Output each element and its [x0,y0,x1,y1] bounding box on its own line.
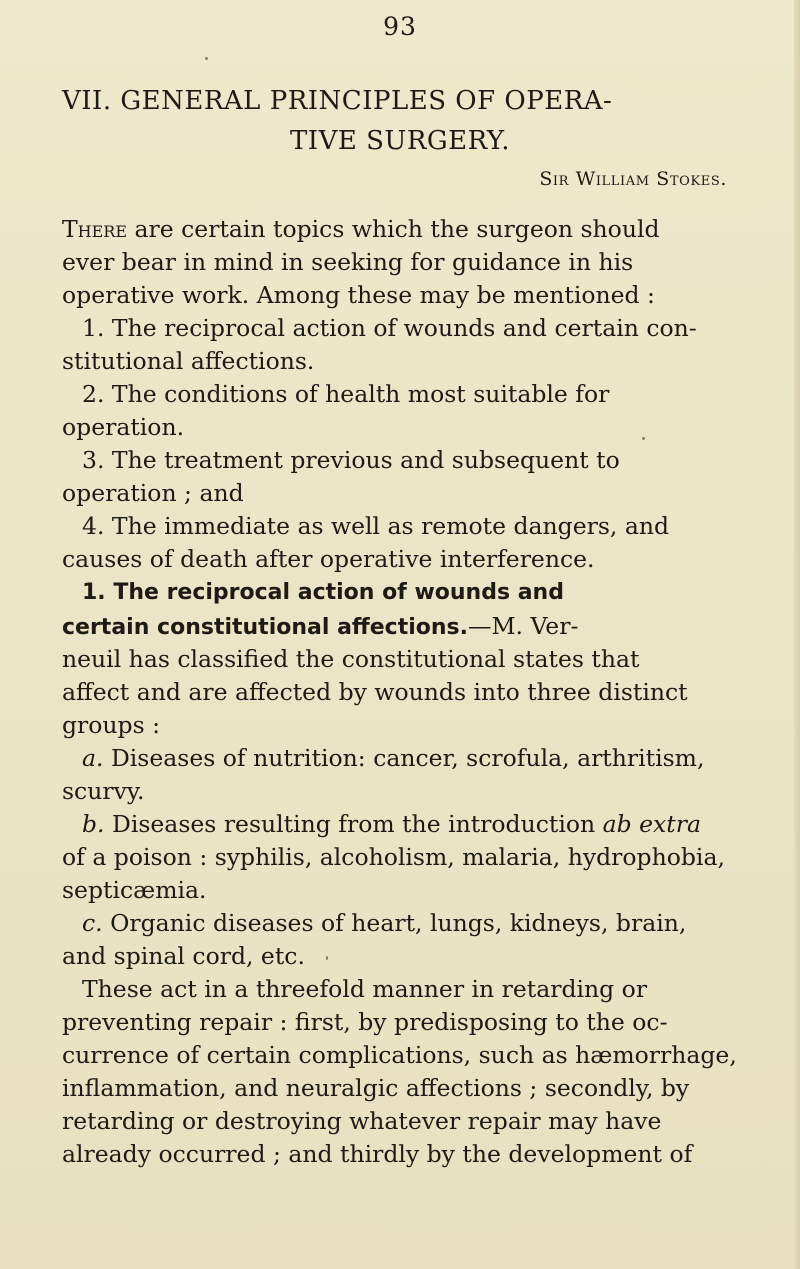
text-line: septicæmia. [62,876,207,904]
paper-speck [205,57,208,60]
text-line [62,215,660,243]
section-heading-line-1: 1. The reciprocal action of wounds and [82,580,564,605]
text-line: 4. The immediate as well as remote dangers, and [82,512,670,540]
text-line: operative work. Among these may be mentioned : [62,281,655,309]
text-line: scurvy. [62,777,145,805]
text-line: 1. The reciprocal action of wounds and certain con- [82,314,697,342]
text-line: causes of death after operative interference. [62,545,595,573]
chapter-title-line-2: TIVE SURGERY. [289,126,511,156]
text-line: and spinal cord, etc. [62,942,305,970]
text-line: retarding or destroying whatever repair may have [62,1107,662,1135]
text-line: groups : [62,711,161,739]
latin-phrase: ab extra [602,810,701,838]
text-run: Diseases of nutrition: cancer, scrofula, arthritism, [103,744,705,772]
text-line: currence of certain complications, such as hæmorrhage, [62,1041,737,1069]
page-edge [794,0,800,1269]
page-number: 93 [383,12,417,41]
paper-speck [642,437,645,440]
text-run: are certain topics which the surgeon should [127,215,660,243]
author-name: Sir William Stokes. [539,168,727,190]
text-run: Organic diseases of heart, lungs, kidneys, brain, [102,909,687,937]
list-item-a [82,744,705,772]
text-line: These act in a threefold manner in retarding or [82,975,648,1003]
text-line: 3. The treatment previous and subsequent to [82,446,620,474]
text-line: stitutional affections. [62,347,315,375]
list-label: b. [82,810,105,838]
list-label: a. [82,744,104,772]
text-line: 2. The conditions of health most suitable for [82,380,610,408]
text-run: Diseases resulting from the introduction [104,810,603,838]
text-line [62,612,579,640]
text-line: ever bear in mind in seeking for guidance in his [62,248,634,276]
text-line: inflammation, and neuralgic affections ; secondly, by [62,1074,690,1102]
chapter-title-line-1: VII. GENERAL PRINCIPLES OF OPERA- [62,86,613,116]
list-item-b [82,810,701,838]
drop-word: There [62,215,128,243]
list-item-c [82,909,687,937]
text-run: —M. Ver- [467,612,579,640]
list-label: c. [82,909,103,937]
text-line: of a poison : syphilis, alcoholism, malaria, hydrophobia, [62,843,725,871]
text-line: neuil has classified the constitutional states that [62,645,640,673]
section-heading-line-2: certain constitutional affections. [62,615,468,640]
paper-speck [326,956,328,960]
text-line: affect and are affected by wounds into three distinct [62,678,688,706]
text-line: already occurred ; and thirdly by the development of [62,1140,693,1168]
text-line: operation ; and [62,479,244,507]
text-line: preventing repair : first, by predisposing to the oc- [62,1008,668,1036]
text-line: operation. [62,413,185,441]
